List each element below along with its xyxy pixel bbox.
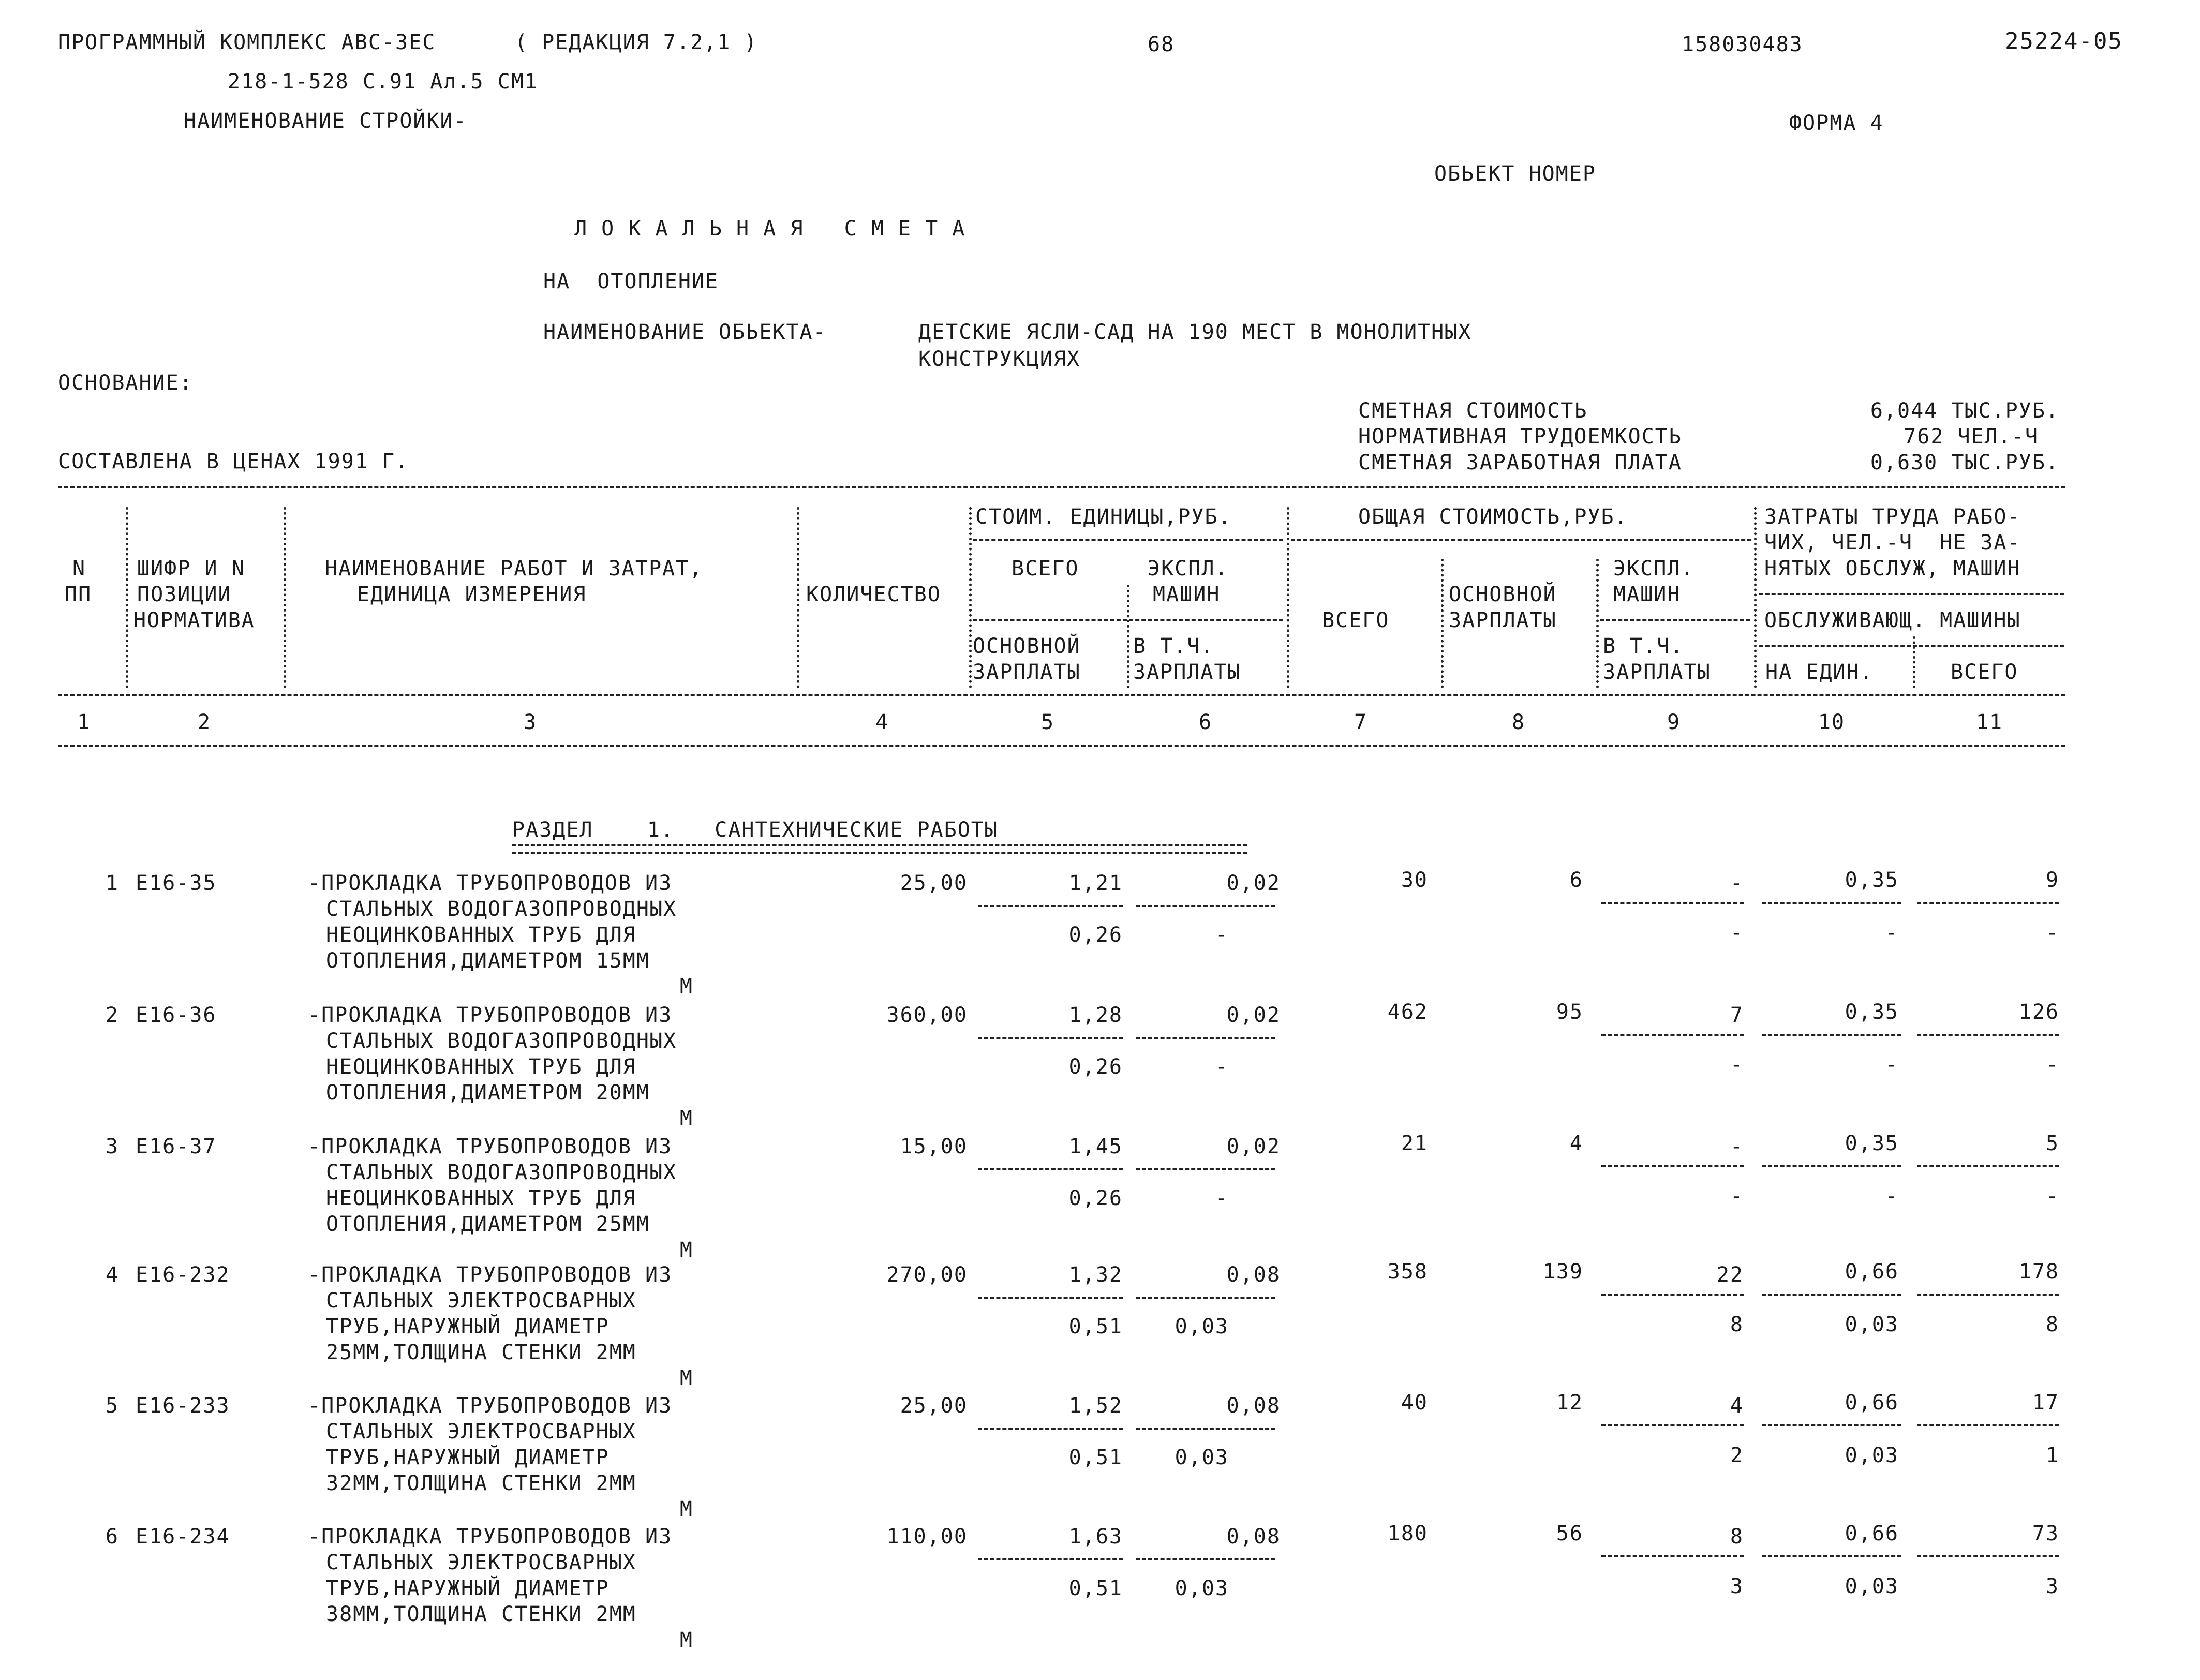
- col-number-5: 5: [1040, 710, 1055, 734]
- col8-header-1: ОСНОВНОЙ: [1449, 583, 1557, 606]
- col-number-10: 10: [1818, 710, 1846, 734]
- row-unit-cost-total: 1,32: [1068, 1263, 1123, 1287]
- row-name-line-2: СТАЛЬНЫХ ЭЛЕКТРОСВАРНЫХ: [326, 1551, 636, 1574]
- col6-header-1: ЭКСПЛ.: [1148, 557, 1229, 581]
- summary-label-cost: СМЕТНАЯ СТОИМОСТЬ: [1358, 399, 1588, 423]
- row-labor-machines-per-unit: 0,03: [1845, 1574, 1899, 1598]
- cell-separator: [1601, 1165, 1744, 1167]
- row-labor-machines-total: 8: [2045, 1313, 2059, 1336]
- row-unit-cost-machines: 0,02: [1226, 871, 1281, 895]
- col9-header-2: МАШИН: [1613, 583, 1681, 606]
- row-total-machine-wages: -: [1730, 1184, 1744, 1208]
- object-name-line-1: ДЕТСКИЕ ЯСЛИ-САД НА 190 МЕСТ В МОНОЛИТНЫХ: [918, 320, 1472, 344]
- cell-separator: [1136, 1558, 1275, 1560]
- cell-separator: [1917, 1034, 2059, 1036]
- row-unit-cost-machine-wages: -: [1215, 1055, 1229, 1079]
- row-labor-machines-per-unit: -: [1885, 921, 1899, 945]
- row-unit-cost-machines: 0,02: [1226, 1003, 1281, 1027]
- col10-header: НА ЕДИН.: [1765, 660, 1874, 684]
- row-labor-per-unit: 0,35: [1845, 868, 1899, 892]
- object-name-line-2: КОНСТРУКЦИЯХ: [918, 347, 1080, 371]
- object-number: ОБЬЕКТ НОМЕР: [1434, 162, 1596, 186]
- row-code: Е16-37: [136, 1135, 217, 1158]
- row-labor-per-unit: 0,66: [1845, 1522, 1899, 1545]
- row-total-basic-wages: 95: [1556, 1000, 1583, 1024]
- col-number-4: 4: [875, 710, 889, 734]
- row-total-cost: 21: [1401, 1132, 1428, 1155]
- row-unit-cost-total: 1,45: [1068, 1135, 1123, 1158]
- cell-separator: [978, 1297, 1123, 1299]
- row-name-line-4: ОТОПЛЕНИЯ,ДИАМЕТРОМ 20ММ: [326, 1081, 650, 1105]
- cell-separator: [1762, 1555, 1901, 1557]
- cell-separator: [1601, 902, 1744, 904]
- row-total-machines: 7: [1730, 1003, 1744, 1027]
- row-code: Е16-36: [136, 1003, 217, 1027]
- row-total-machines: 4: [1730, 1394, 1744, 1418]
- col-labor-header-4: ОБСЛУЖИВАЮЩ. МАШИНЫ: [1764, 608, 2021, 632]
- row-unit-cost-total: 1,28: [1068, 1003, 1123, 1027]
- row-total-machine-wages: -: [1730, 921, 1744, 945]
- row-name-line-4: 38ММ,ТОЛЩИНА СТЕНКИ 2ММ: [326, 1602, 636, 1626]
- row-total-basic-wages: 139: [1542, 1260, 1583, 1284]
- cell-separator: [1917, 1424, 2059, 1426]
- program-name: ПРОГРАММНЫЙ КОМПЛЕКС АВС-3ЕС: [58, 31, 436, 54]
- cell-separator: [1762, 902, 1901, 904]
- summary-value-labor: 762 ЧЕЛ.-Ч: [1904, 425, 2039, 449]
- row-unit-cost-wages: 0,26: [1068, 923, 1123, 947]
- row-labor-total: 9: [2045, 868, 2059, 892]
- row-labor-machines-total: 1: [2045, 1444, 2059, 1467]
- col8-header-2: ЗАРПЛАТЫ: [1449, 608, 1557, 632]
- col5-sub-2: ЗАРПЛАТЫ: [973, 660, 1081, 684]
- cell-separator: [1917, 1294, 2059, 1296]
- row-code: Е16-233: [136, 1394, 230, 1418]
- row-name-line-1: -ПРОКЛАДКА ТРУБОПРОВОДОВ ИЗ: [308, 871, 673, 895]
- row-name-line-2: СТАЛЬНЫХ ЭЛЕКТРОСВАРНЫХ: [326, 1289, 636, 1313]
- row-total-cost: 180: [1387, 1522, 1428, 1545]
- row-labor-total: 73: [2032, 1522, 2059, 1545]
- row-unit-cost-total: 1,21: [1068, 871, 1123, 895]
- row-name-line-4: ОТОПЛЕНИЯ,ДИАМЕТРОМ 25ММ: [326, 1212, 650, 1236]
- row-total-machines: -: [1730, 1135, 1744, 1158]
- row-name-line-3: НЕОЦИНКОВАННЫХ ТРУБ ДЛЯ: [326, 923, 636, 947]
- row-unit-cost-machine-wages: 0,03: [1175, 1577, 1229, 1600]
- col-labor-header-1: ЗАТРАТЫ ТРУДА РАБО-: [1764, 505, 2021, 529]
- row-unit-cost-machine-wages: 0,03: [1175, 1315, 1229, 1339]
- col-sep: [969, 507, 972, 688]
- row-total-cost: 40: [1401, 1391, 1428, 1415]
- row-name-line-4: 25ММ,ТОЛЩИНА СТЕНКИ 2ММ: [326, 1341, 636, 1364]
- document-title: Л О К А Л Ь Н А Я С М Е Т А: [574, 217, 966, 241]
- row-name-line-3: НЕОЦИНКОВАННЫХ ТРУБ ДЛЯ: [326, 1186, 636, 1210]
- col-sep: [126, 507, 128, 688]
- row-number: 5: [105, 1394, 119, 1418]
- section-title: РАЗДЕЛ 1. САНТЕХНИЧЕСКИЕ РАБОТЫ: [512, 818, 998, 842]
- row-labor-per-unit: 0,35: [1845, 1000, 1899, 1024]
- row-labor-total: 17: [2032, 1391, 2059, 1415]
- row-labor-machines-per-unit: 0,03: [1845, 1444, 1899, 1467]
- row-total-machine-wages: 2: [1730, 1444, 1744, 1467]
- row-total-basic-wages: 4: [1569, 1132, 1583, 1155]
- row-labor-per-unit: 0,66: [1845, 1391, 1899, 1415]
- row-name-line-3: ТРУБ,НАРУЖНЫЙ ДИАМЕТР: [326, 1315, 610, 1339]
- row-labor-machines-per-unit: -: [1885, 1184, 1899, 1208]
- row-unit: М: [679, 1238, 693, 1262]
- col-number-9: 9: [1667, 710, 1681, 734]
- row-number: 6: [105, 1525, 119, 1549]
- row-unit: М: [679, 1497, 693, 1521]
- row-unit-cost-machine-wages: -: [1215, 1186, 1229, 1210]
- col-name-header-1: НАИМЕНОВАНИЕ РАБОТ И ЗАТРАТ,: [325, 557, 703, 581]
- row-total-basic-wages: 6: [1569, 868, 1583, 892]
- cell-separator: [1601, 1555, 1744, 1557]
- cell-separator: [978, 1558, 1123, 1560]
- row-number: 1: [105, 871, 119, 895]
- row-labor-machines-total: 3: [2045, 1574, 2059, 1598]
- row-unit: М: [679, 1628, 693, 1652]
- page-number: 68: [1148, 33, 1175, 56]
- construction-label: НАИМЕНОВАНИЕ СТРОЙКИ-: [184, 109, 467, 133]
- row-labor-machines-total: -: [2045, 1184, 2059, 1208]
- row-quantity: 270,00: [886, 1263, 968, 1287]
- col11-header: ВСЕГО: [1951, 660, 2018, 684]
- col9-header-1: ЭКСПЛ.: [1613, 557, 1694, 581]
- col-unit-cost-header: СТОИМ. ЕДИНИЦЫ,РУБ.: [975, 505, 1232, 529]
- summary-label-labor: НОРМАТИВНАЯ ТРУДОЕМКОСТЬ: [1358, 425, 1682, 449]
- col5-header: ВСЕГО: [1012, 557, 1079, 581]
- header-rule-bottom: [58, 745, 2065, 747]
- unit-cost-rule-2: [973, 619, 1283, 621]
- row-name-line-2: СТАЛЬНЫХ ВОДОГАЗОПРОВОДНЫХ: [326, 897, 677, 921]
- row-labor-machines-total: -: [2045, 1053, 2059, 1077]
- cell-separator: [1601, 1424, 1744, 1426]
- row-name-line-3: ТРУБ,НАРУЖНЫЙ ДИАМЕТР: [326, 1446, 610, 1469]
- cell-separator: [1917, 1165, 2059, 1167]
- summary-value-wages: 0,630 ТЫС.РУБ.: [1870, 451, 2059, 474]
- col-cipher-header-2: ПОЗИЦИИ: [137, 583, 232, 606]
- row-unit-cost-wages: 0,26: [1068, 1055, 1123, 1079]
- col6-sub-1: В Т.Ч.: [1133, 634, 1214, 658]
- row-number: 3: [105, 1135, 119, 1158]
- cell-separator: [1136, 1037, 1275, 1039]
- row-unit-cost-total: 1,63: [1068, 1525, 1123, 1549]
- total-cost-rule: [1291, 539, 1751, 541]
- col9-sub-2: ЗАРПЛАТЫ: [1603, 660, 1711, 684]
- row-code: Е16-35: [136, 871, 217, 895]
- col-sep: [1596, 559, 1599, 688]
- summary-value-cost: 6,044 ТЫС.РУБ.: [1870, 399, 2059, 423]
- unit-cost-rule: [973, 539, 1283, 541]
- section-underline: [512, 844, 1247, 854]
- row-total-machine-wages: 8: [1730, 1313, 1744, 1336]
- col-qty-header: КОЛИЧЕСТВО: [806, 583, 941, 606]
- row-unit-cost-wages: 0,51: [1068, 1446, 1123, 1469]
- col-labor-header-3: НЯТЫХ ОБСЛУЖ, МАШИН: [1764, 557, 2021, 581]
- col-sep: [1754, 507, 1757, 688]
- row-unit-cost-total: 1,52: [1068, 1394, 1123, 1418]
- row-total-machines: 22: [1716, 1263, 1744, 1287]
- document-subject: НА ОТОПЛЕНИЕ: [543, 270, 719, 293]
- col-number-11: 11: [1975, 710, 2003, 734]
- row-name-line-4: ОТОПЛЕНИЯ,ДИАМЕТРОМ 15ММ: [326, 949, 650, 973]
- row-name-line-1: -ПРОКЛАДКА ТРУБОПРОВОДОВ ИЗ: [308, 1135, 673, 1158]
- row-name-line-3: ТРУБ,НАРУЖНЫЙ ДИАМЕТР: [326, 1577, 610, 1600]
- cell-separator: [1917, 902, 2059, 904]
- cell-separator: [1601, 1034, 1744, 1036]
- row-name-line-1: -ПРОКЛАДКА ТРУБОПРОВОДОВ ИЗ: [308, 1263, 673, 1287]
- row-name-line-1: -ПРОКЛАДКА ТРУБОПРОВОДОВ ИЗ: [308, 1394, 673, 1418]
- form-label: ФОРМА 4: [1789, 111, 1884, 135]
- row-quantity: 15,00: [900, 1135, 968, 1158]
- row-total-machines: -: [1730, 871, 1744, 895]
- cell-separator: [978, 1428, 1123, 1430]
- row-unit-cost-machine-wages: 0,03: [1175, 1446, 1229, 1469]
- cell-separator: [1136, 1428, 1275, 1430]
- cell-separator: [978, 1037, 1123, 1039]
- row-name-line-1: -ПРОКЛАДКА ТРУБОПРОВОДОВ ИЗ: [308, 1525, 673, 1549]
- row-unit: М: [679, 975, 693, 999]
- col9-sub-1: В Т.Ч.: [1603, 634, 1684, 658]
- col-number-2: 2: [197, 710, 212, 734]
- col5-sub-1: ОСНОВНОЙ: [973, 634, 1081, 658]
- cell-separator: [1136, 1297, 1275, 1299]
- row-labor-total: 5: [2045, 1132, 2059, 1155]
- basis-label: ОСНОВАНИЕ:: [58, 371, 193, 395]
- col-sep: [1913, 636, 1915, 688]
- cell-separator: [1762, 1165, 1901, 1167]
- col-sep: [797, 507, 799, 688]
- cell-separator: [978, 905, 1123, 907]
- corner-code: 25224-05: [2005, 28, 2123, 54]
- cell-separator: [1762, 1424, 1901, 1426]
- row-unit: М: [679, 1366, 693, 1390]
- col-sep: [1287, 507, 1289, 688]
- row-code: Е16-234: [136, 1525, 230, 1549]
- row-name-line-3: НЕОЦИНКОВАННЫХ ТРУБ ДЛЯ: [326, 1055, 636, 1079]
- col-total-cost-header: ОБЩАЯ СТОИМОСТЬ,РУБ.: [1358, 505, 1628, 529]
- row-unit-cost-machines: 0,08: [1226, 1263, 1281, 1287]
- row-labor-machines-per-unit: -: [1885, 1053, 1899, 1077]
- row-number: 4: [105, 1263, 119, 1287]
- header-rule-top: [58, 486, 2065, 488]
- col7-header: ВСЕГО: [1322, 608, 1390, 632]
- col-number-8: 8: [1511, 710, 1526, 734]
- col-pp-header: ПП: [65, 583, 92, 606]
- row-total-cost: 462: [1387, 1000, 1428, 1024]
- col-number-1: 1: [77, 710, 91, 734]
- object-label: НАИМЕНОВАНИЕ ОБЬЕКТА-: [543, 320, 827, 344]
- cell-separator: [1762, 1034, 1901, 1036]
- col-labor-header-2: ЧИХ, ЧЕЛ.-Ч НЕ ЗА-: [1764, 531, 2021, 555]
- summary-label-wages: СМЕТНАЯ ЗАРАБОТНАЯ ПЛАТА: [1358, 451, 1682, 474]
- row-unit-cost-wages: 0,26: [1068, 1186, 1123, 1210]
- row-total-basic-wages: 56: [1556, 1522, 1583, 1545]
- col-sep: [1127, 585, 1129, 688]
- row-labor-total: 178: [2018, 1260, 2059, 1284]
- row-total-machines: 8: [1730, 1525, 1744, 1549]
- row-quantity: 25,00: [900, 1394, 968, 1418]
- row-name-line-1: -ПРОКЛАДКА ТРУБОПРОВОДОВ ИЗ: [308, 1003, 673, 1027]
- row-name-line-4: 32ММ,ТОЛЩИНА СТЕНКИ 2ММ: [326, 1471, 636, 1495]
- row-quantity: 110,00: [886, 1525, 968, 1549]
- row-code: Е16-232: [136, 1263, 230, 1287]
- row-unit: М: [679, 1107, 693, 1131]
- row-number: 2: [105, 1003, 119, 1027]
- row-quantity: 25,00: [900, 871, 968, 895]
- row-unit-cost-machine-wages: -: [1215, 923, 1229, 947]
- col-name-header-2: ЕДИНИЦА ИЗМЕРЕНИЯ: [357, 583, 587, 606]
- col-sep: [284, 507, 286, 688]
- col-number-7: 7: [1354, 710, 1368, 734]
- document-code: 158030483: [1682, 33, 1803, 56]
- col-cipher-header-3: НОРМАТИВА: [133, 608, 255, 632]
- row-name-line-2: СТАЛЬНЫХ ВОДОГАЗОПРОВОДНЫХ: [326, 1029, 677, 1053]
- header-rule-mid: [58, 694, 2065, 696]
- cell-separator: [1917, 1555, 2059, 1557]
- cell-separator: [1136, 1168, 1275, 1170]
- labor-rule-1: [1759, 593, 2064, 595]
- row-name-line-2: СТАЛЬНЫХ ВОДОГАЗОПРОВОДНЫХ: [326, 1161, 677, 1184]
- col-number-3: 3: [523, 710, 538, 734]
- col-n-header: N: [72, 557, 86, 581]
- row-labor-per-unit: 0,35: [1845, 1132, 1899, 1155]
- cell-separator: [1601, 1294, 1744, 1296]
- cell-separator: [1136, 905, 1275, 907]
- row-unit-cost-wages: 0,51: [1068, 1577, 1123, 1600]
- row-total-machine-wages: 3: [1730, 1574, 1744, 1598]
- row-quantity: 360,00: [886, 1003, 968, 1027]
- row-unit-cost-wages: 0,51: [1068, 1315, 1123, 1339]
- col6-header-2: МАШИН: [1153, 583, 1221, 606]
- row-total-cost: 30: [1401, 868, 1428, 892]
- row-labor-machines-per-unit: 0,03: [1845, 1313, 1899, 1336]
- row-unit-cost-machines: 0,08: [1226, 1394, 1281, 1418]
- cell-separator: [978, 1168, 1123, 1170]
- row-total-cost: 358: [1387, 1260, 1428, 1284]
- col-number-6: 6: [1198, 710, 1213, 734]
- row-labor-machines-total: -: [2045, 921, 2059, 945]
- row-total-basic-wages: 12: [1556, 1391, 1583, 1415]
- edition: ( РЕДАКЦИЯ 7.2,1 ): [515, 31, 758, 54]
- labor-rule-2: [1759, 645, 2064, 647]
- col-sep: [1441, 559, 1444, 688]
- col9-rule: [1600, 619, 1750, 621]
- row-unit-cost-machines: 0,02: [1226, 1135, 1281, 1158]
- row-unit-cost-machines: 0,08: [1226, 1525, 1281, 1549]
- row-labor-per-unit: 0,66: [1845, 1260, 1899, 1284]
- row-total-machine-wages: -: [1730, 1053, 1744, 1077]
- row-name-line-2: СТАЛЬНЫХ ЭЛЕКТРОСВАРНЫХ: [326, 1420, 636, 1444]
- reference: 218-1-528 С.91 Ал.5 СМ1: [228, 70, 538, 94]
- col-cipher-header-1: ШИФР И N: [137, 557, 245, 581]
- cell-separator: [1762, 1294, 1901, 1296]
- prices-note: СОСТАВЛЕНА В ЦЕНАХ 1991 Г.: [58, 450, 409, 473]
- col6-sub-2: ЗАРПЛАТЫ: [1133, 660, 1241, 684]
- row-labor-total: 126: [2018, 1000, 2059, 1024]
